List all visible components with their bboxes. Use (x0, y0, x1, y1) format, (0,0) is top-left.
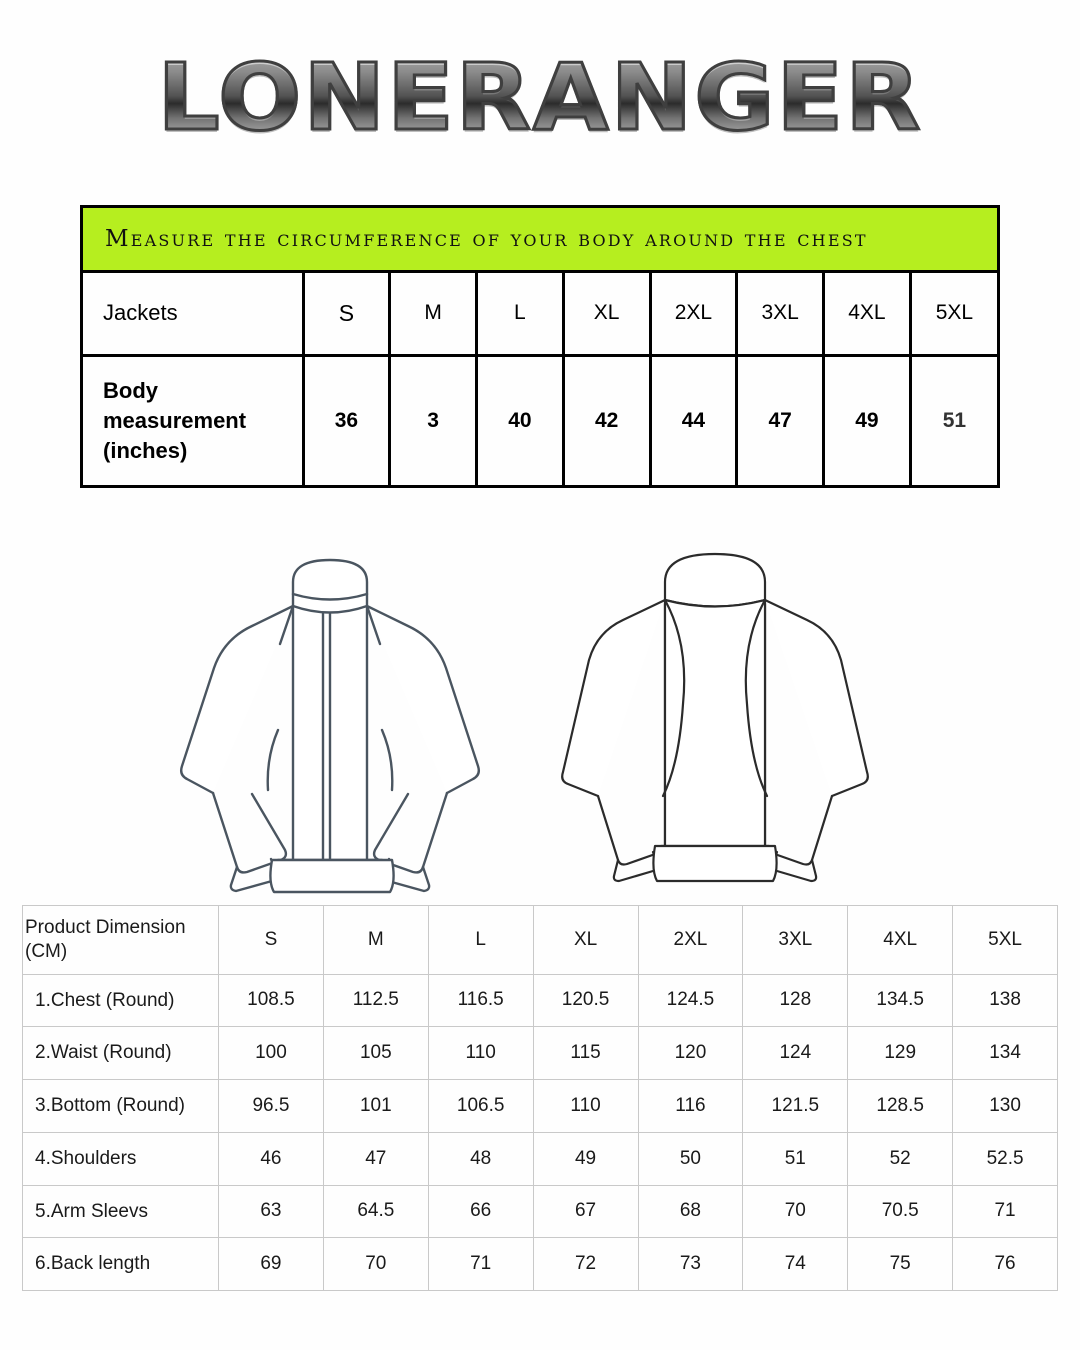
dim-row-label-arm-sleeves: 5.Arm Sleevs (23, 1185, 219, 1238)
dim-col-2xl: 2XL (638, 906, 743, 975)
row-label-jackets: Jackets (83, 273, 303, 355)
table-row-header (23, 906, 1058, 975)
size-cell-s: S (303, 273, 390, 355)
dim-value: 124 (743, 1027, 848, 1080)
dim-value: 110 (533, 1080, 638, 1133)
dim-value: 124.5 (638, 974, 743, 1027)
dim-value: 76 (953, 1238, 1058, 1291)
size-cell-3xl: 3XL (737, 273, 824, 355)
dim-value: 96.5 (219, 1080, 324, 1133)
dim-value: 71 (953, 1185, 1058, 1238)
dim-value: 50 (638, 1132, 743, 1185)
dim-value: 128.5 (848, 1080, 953, 1133)
measurement-cell-2xl: 44 (650, 355, 737, 485)
dim-value: 108.5 (219, 974, 324, 1027)
dim-col-3xl: 3XL (743, 906, 848, 975)
table-row (23, 1027, 1058, 1080)
chest-instruction-banner: Measure the circumference of your body around the chest (83, 208, 997, 273)
dim-value: 48 (428, 1132, 533, 1185)
measurement-cell-5xl: 51 (910, 355, 997, 485)
table-row (23, 1185, 1058, 1238)
dim-value: 70.5 (848, 1185, 953, 1238)
dim-value: 105 (323, 1027, 428, 1080)
dim-value: 52.5 (953, 1132, 1058, 1185)
dim-value: 73 (638, 1238, 743, 1291)
size-cell-xl: XL (563, 273, 650, 355)
dim-value: 63 (219, 1185, 324, 1238)
dim-value: 74 (743, 1238, 848, 1291)
dim-value: 69 (219, 1238, 324, 1291)
dim-value: 70 (743, 1185, 848, 1238)
dim-row-label-shoulders: 4.Shoulders (23, 1132, 219, 1185)
table-row (23, 1132, 1058, 1185)
measurement-cell-xl: 42 (563, 355, 650, 485)
dim-value: 46 (219, 1132, 324, 1185)
table-row-sizes (83, 273, 997, 355)
dim-value: 51 (743, 1132, 848, 1185)
dim-value: 120 (638, 1027, 743, 1080)
dim-col-m: M (323, 906, 428, 975)
table-row (23, 974, 1058, 1027)
dim-value: 64.5 (323, 1185, 428, 1238)
dim-row-label-chest: 1.Chest (Round) (23, 974, 219, 1027)
dim-value: 138 (953, 974, 1058, 1027)
table-row (23, 1080, 1058, 1133)
size-cell-5xl: 5XL (910, 273, 997, 355)
dim-value: 128 (743, 974, 848, 1027)
brand-wordmark: LONERANGER (0, 52, 1080, 144)
dimensions-corner-label: Product Dimension (CM) (23, 906, 219, 975)
size-cell-2xl: 2XL (650, 273, 737, 355)
dim-value: 129 (848, 1027, 953, 1080)
measurement-cell-l: 40 (477, 355, 564, 485)
dim-value: 130 (953, 1080, 1058, 1133)
dim-value: 100 (219, 1027, 324, 1080)
dim-value: 72 (533, 1238, 638, 1291)
table-row (23, 1238, 1058, 1291)
dim-value: 66 (428, 1185, 533, 1238)
size-cell-m: M (390, 273, 477, 355)
chest-measurement-block (80, 205, 1000, 488)
dim-value: 47 (323, 1132, 428, 1185)
dim-value: 116 (638, 1080, 743, 1133)
dim-value: 75 (848, 1238, 953, 1291)
dim-value: 68 (638, 1185, 743, 1238)
jacket-illustrations (0, 540, 1080, 905)
dim-value: 70 (323, 1238, 428, 1291)
dim-value: 120.5 (533, 974, 638, 1027)
product-dimensions-table (22, 905, 1058, 1291)
dim-value: 134.5 (848, 974, 953, 1027)
dim-col-s: S (219, 906, 324, 975)
measurement-cell-4xl: 49 (824, 355, 911, 485)
jacket-front-illustration (160, 544, 500, 899)
dim-col-5xl: 5XL (953, 906, 1058, 975)
dim-value: 112.5 (323, 974, 428, 1027)
dim-row-label-back-length: 6.Back length (23, 1238, 219, 1291)
measurement-cell-3xl: 47 (737, 355, 824, 485)
dim-col-l: L (428, 906, 533, 975)
dim-col-4xl: 4XL (848, 906, 953, 975)
measurement-cell-s: 36 (303, 355, 390, 485)
dim-value: 121.5 (743, 1080, 848, 1133)
measurement-cell-m: 3 (390, 355, 477, 485)
jacket-back-illustration (545, 540, 885, 895)
dim-value: 52 (848, 1132, 953, 1185)
size-cell-l: L (477, 273, 564, 355)
dim-value: 116.5 (428, 974, 533, 1027)
dim-value: 110 (428, 1027, 533, 1080)
dim-value: 106.5 (428, 1080, 533, 1133)
size-cell-4xl: 4XL (824, 273, 911, 355)
dim-value: 71 (428, 1238, 533, 1291)
dim-row-label-waist: 2.Waist (Round) (23, 1027, 219, 1080)
dim-value: 101 (323, 1080, 428, 1133)
chest-size-table (83, 273, 997, 485)
table-row-body-measurement (83, 355, 997, 485)
dim-value: 115 (533, 1027, 638, 1080)
dim-value: 67 (533, 1185, 638, 1238)
dim-row-label-bottom: 3.Bottom (Round) (23, 1080, 219, 1133)
dim-col-xl: XL (533, 906, 638, 975)
row-label-body-measurement: Body measurement (inches) (83, 355, 303, 485)
dim-value: 49 (533, 1132, 638, 1185)
dim-value: 134 (953, 1027, 1058, 1080)
